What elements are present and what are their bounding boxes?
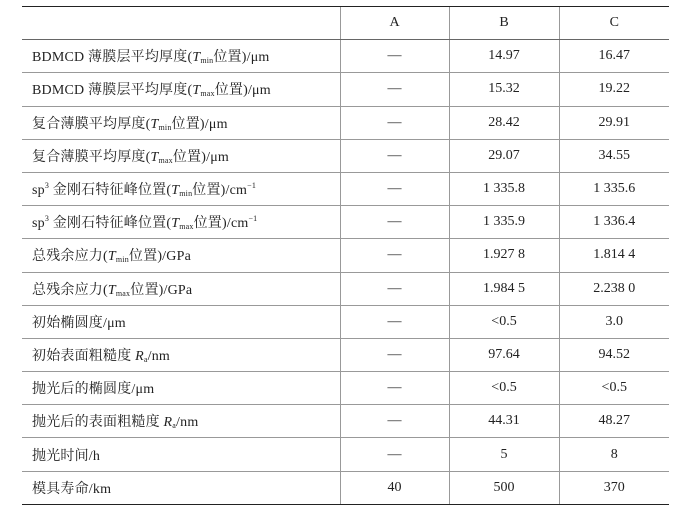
row-label-pre: sp (32, 183, 45, 199)
table-row (22, 106, 669, 139)
cell-c: 94.52 (559, 338, 669, 371)
header-cell-b: B (449, 7, 559, 40)
cell-b: 15.32 (449, 73, 559, 106)
cell-b: <0.5 (449, 305, 559, 338)
cell-a: — (340, 40, 449, 73)
cell-c: <0.5 (559, 372, 669, 405)
row-label-var: T (171, 216, 180, 232)
cell-c: 16.47 (559, 40, 669, 73)
cell-c: 8 (559, 438, 669, 471)
row-label-var: T (192, 50, 201, 66)
row-label-var: T (150, 116, 159, 132)
header-cell-c: C (559, 7, 669, 40)
row-label-pre: 复合薄膜平均厚度( (32, 149, 151, 165)
row-label-sub: a (143, 354, 148, 364)
cell-a: — (340, 272, 449, 305)
table-row (22, 40, 669, 73)
cell-b: 1.927 8 (449, 239, 559, 272)
row-label-sub: min (158, 122, 172, 132)
table-row (22, 305, 669, 338)
row-label (22, 372, 340, 405)
row-label-pre: 抛光后的表面粗糙度 (32, 415, 164, 431)
table-header (22, 7, 669, 40)
row-label-var: T (192, 83, 201, 99)
header-row (22, 7, 669, 40)
row-label (22, 172, 340, 205)
row-label-post: /nm (176, 415, 199, 431)
row-label (22, 405, 340, 438)
table-row (22, 338, 669, 371)
row-label-post: 位置)/GPa (128, 249, 191, 265)
row-label-post: 位置)/μm (214, 83, 271, 99)
cell-a: — (340, 239, 449, 272)
cell-a: — (340, 305, 449, 338)
row-label-sup: 3 (44, 181, 50, 191)
table-row (22, 471, 669, 504)
cell-a: — (340, 206, 449, 239)
row-label-var: R (135, 348, 144, 364)
table-row (22, 372, 669, 405)
cell-c: 48.27 (559, 405, 669, 438)
cell-c: 1 335.6 (559, 172, 669, 205)
row-label-pre: BDMCD 薄膜层平均厚度( (32, 83, 193, 99)
table-body (22, 40, 669, 505)
row-label (22, 206, 340, 239)
table-row (22, 139, 669, 172)
table-row (22, 438, 669, 471)
header-cell-empty (22, 7, 340, 40)
cell-a: — (340, 405, 449, 438)
row-label-var: T (171, 183, 180, 199)
row-label-mid: 金刚石特征峰位置( (49, 183, 172, 199)
table-row (22, 239, 669, 272)
cell-b: 44.31 (449, 405, 559, 438)
row-label (22, 471, 340, 504)
row-label-sub: min (115, 255, 129, 265)
cell-c: 1 336.4 (559, 206, 669, 239)
row-label-sub: max (115, 288, 131, 298)
row-label-sub: max (179, 222, 194, 232)
table-row (22, 405, 669, 438)
cell-a: — (340, 73, 449, 106)
row-label-pre: BDMCD 薄膜层平均厚度( (32, 50, 193, 66)
row-label-post: 位置)/μm (171, 116, 228, 132)
cell-b: 28.42 (449, 106, 559, 139)
header-cell-a: A (340, 7, 449, 40)
table-row (22, 172, 669, 205)
row-label (22, 239, 340, 272)
cell-c: 370 (559, 471, 669, 504)
cell-b: <0.5 (449, 372, 559, 405)
table-row (22, 73, 669, 106)
row-label-sub: max (158, 155, 173, 165)
row-label-post: 位置)/μm (172, 149, 229, 165)
row-label-pre: 总残余应力( (32, 249, 108, 265)
row-label-sup2: −1 (247, 181, 257, 191)
row-label (22, 40, 340, 73)
cell-b: 97.64 (449, 338, 559, 371)
cell-b: 14.97 (449, 40, 559, 73)
cell-c: 34.55 (559, 139, 669, 172)
row-label-var: T (107, 249, 116, 265)
row-label-sup2: −1 (248, 214, 258, 224)
cell-a: — (340, 438, 449, 471)
data-table (22, 6, 669, 505)
row-label-var: T (107, 282, 116, 298)
row-label-sup: 3 (44, 214, 50, 224)
row-label-sub: max (200, 89, 215, 99)
row-label (22, 305, 340, 338)
cell-a: — (340, 338, 449, 371)
cell-a: — (340, 372, 449, 405)
cell-c: 19.22 (559, 73, 669, 106)
row-label-post: 位置)/GPa (130, 282, 193, 298)
row-label (22, 272, 340, 305)
row-label-var: R (163, 415, 173, 431)
row-label-pre: 抛光后的椭圆度/μm (32, 382, 155, 398)
row-label-mid: 金刚石特征峰位置( (49, 216, 172, 232)
cell-b: 500 (449, 471, 559, 504)
table-row (22, 272, 669, 305)
cell-c: 2.238 0 (559, 272, 669, 305)
row-label-post: 位置)/μm (213, 50, 270, 66)
cell-b: 1 335.8 (449, 172, 559, 205)
cell-c: 1.814 4 (559, 239, 669, 272)
row-label (22, 438, 340, 471)
row-label-post: /nm (147, 348, 171, 364)
row-label-sub: a (172, 421, 177, 431)
row-label (22, 73, 340, 106)
row-label-pre: 初始表面粗糙度 (32, 348, 136, 364)
row-label-post: 位置)/cm (192, 183, 248, 199)
cell-a: — (340, 106, 449, 139)
cell-b: 1.984 5 (449, 272, 559, 305)
cell-b: 1 335.9 (449, 206, 559, 239)
row-label-pre: 抛光时间/h (32, 448, 101, 464)
cell-b: 29.07 (449, 139, 559, 172)
cell-a: — (340, 139, 449, 172)
cell-a: — (340, 172, 449, 205)
cell-b: 5 (449, 438, 559, 471)
row-label-sub: min (200, 56, 214, 66)
row-label-sub: min (179, 189, 193, 199)
row-label (22, 139, 340, 172)
cell-c: 29.91 (559, 106, 669, 139)
row-label-post: 位置)/cm (193, 216, 249, 232)
row-label-pre: 模具寿命/km (32, 481, 112, 497)
row-label-pre: 总残余应力( (32, 282, 108, 298)
row-label (22, 106, 340, 139)
row-label-pre: sp (32, 216, 45, 232)
row-label-pre: 初始椭圆度/μm (32, 315, 126, 331)
cell-c: 3.0 (559, 305, 669, 338)
cell-a: 40 (340, 471, 449, 504)
row-label (22, 338, 340, 371)
row-label-pre: 复合薄膜平均厚度( (32, 116, 151, 132)
table-row (22, 206, 669, 239)
row-label-var: T (150, 149, 159, 165)
